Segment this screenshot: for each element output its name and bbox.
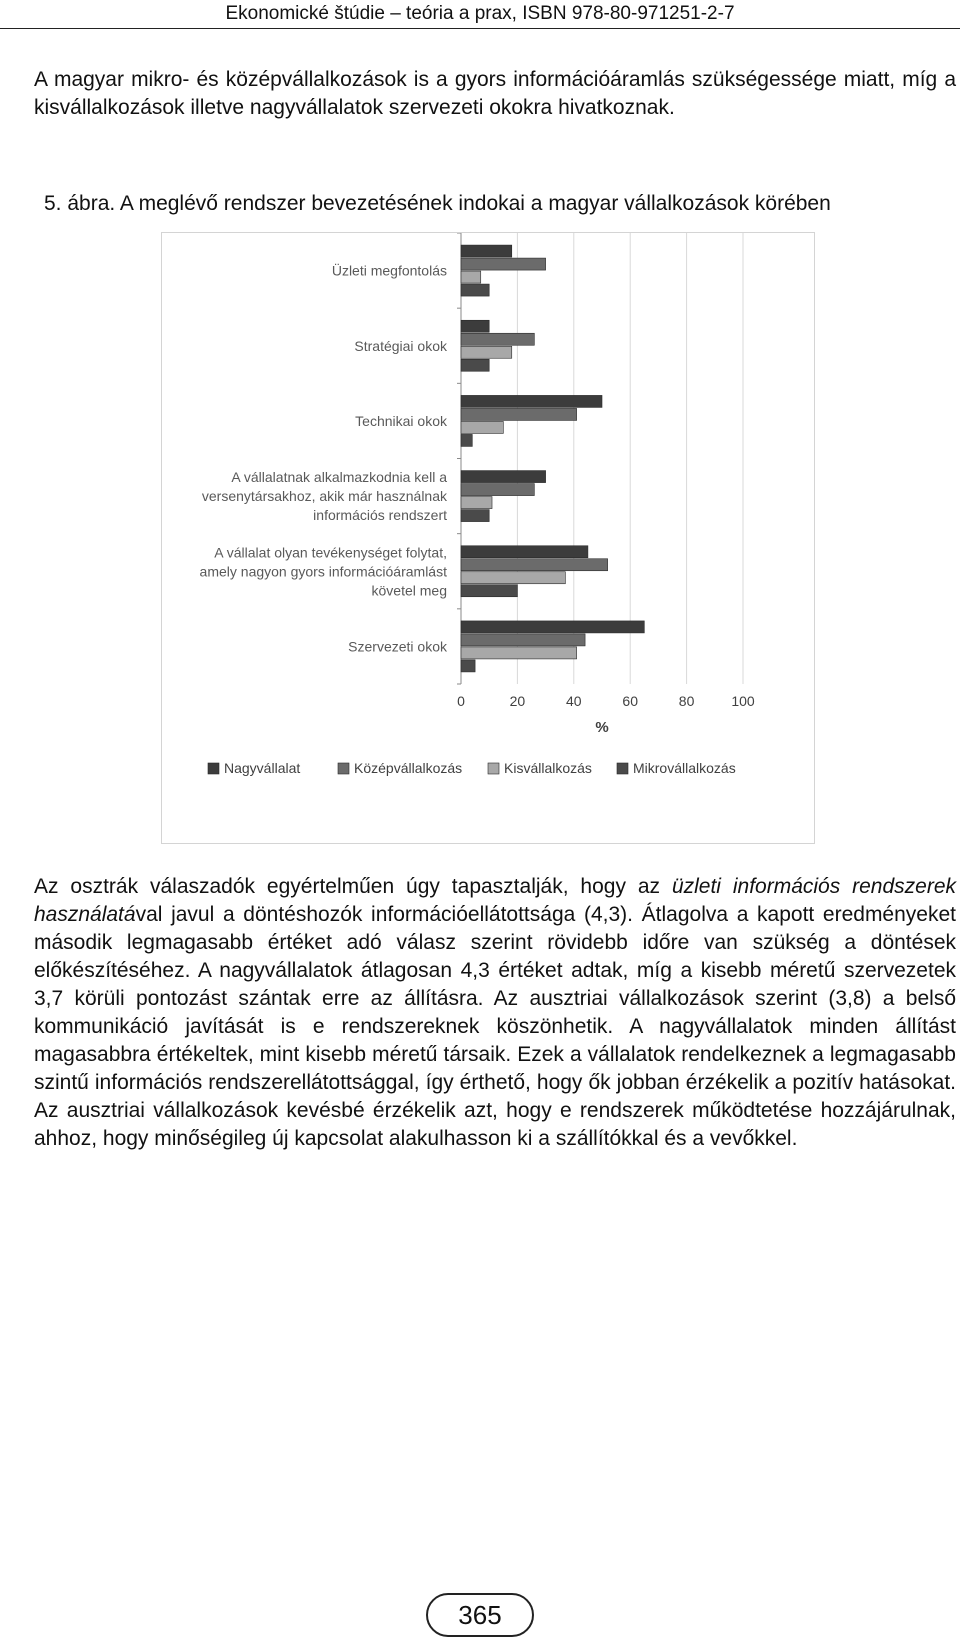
category-label: amely nagyon gyors információáramlást [199,563,447,580]
bar [461,359,489,371]
category-label: információs rendszert [313,507,447,524]
category-label: követel meg [371,582,447,599]
x-tick-label: 100 [731,693,755,709]
category-label: versenytársakhoz, akik már használnak [201,488,447,505]
bar [461,546,588,558]
bar [461,333,534,345]
bar [461,585,517,597]
figure-caption: 5. ábra. A meglévő rendszer bevezetésének indokai a magyar vállalkozások körében [44,192,831,215]
bar [461,484,534,496]
body-text-emphasis: üzleti információs rendszerek használatá [34,875,956,926]
x-tick-label: 0 [457,693,465,709]
category-label: A vállalatnak alkalmazkodnia kell a [231,469,447,486]
legend-label: Nagyvállalat [224,760,301,776]
legend-swatch [338,763,349,774]
bar [461,408,577,420]
bar [461,497,492,509]
bar [461,284,489,296]
x-tick-label: 80 [678,693,695,709]
bar [461,510,489,522]
bar [461,572,565,584]
page-number: 365 [426,1593,534,1637]
category-label: Technikai okok [355,412,447,429]
bar-chart [161,232,815,844]
bar [461,634,585,646]
bar [461,258,546,270]
x-tick-label: 20 [509,693,526,709]
bar [461,647,577,659]
body-paragraph [34,873,956,1153]
bar [461,660,475,672]
category-label: A vállalat olyan tevékenységet folytat, [214,544,447,561]
bar [461,559,608,571]
bar [461,421,503,433]
bar [461,346,512,358]
bar [461,471,546,483]
legend-swatch [617,763,628,774]
header-divider [0,28,960,29]
legend-swatch [208,763,219,774]
bar [461,395,602,407]
category-label: Üzleti megfontolás [331,262,447,279]
category-label: Stratégiai okok [354,337,447,354]
body-text-start: Az osztrák válaszadók egyértelműen úgy tapasztalják, hogy az [34,875,672,898]
legend-swatch [488,763,499,774]
bar [461,621,644,633]
bar [461,434,472,446]
body-text-rest: val javul a döntéshozók információellátottsága (4,3). Átlagolva a kapott eredményeket második legmagasabb értéket adó válasz szerint rövidebb időre van szükség a döntések előkészítéséhez. A nagyvállalatok átlagosan 4,3 értéket adtak, míg a kisebb méretű szervezetek 3,7 körüli pontozást szántak erre az állításra. Az ausztriai vállalkozások szerint (3,8) a belső kommunikáció javítását is e rendszereknek köszönhetik. A nagyvállalatok minden állítást magasabbra értékeltek, mint kisebb méretű társaik. Ezek a vállalatok rendelkeznek a legmagasabb szintű információs rendszerellátottsággal, így érthető, hogy ők jobban érzékelik a pozitív hatásokat. Az ausztriai vállalkozások kevésbé érzékelik azt, hogy e rendszerek működtetése hozzájárulnak, ahhoz, hogy minőségileg új kapcsolat alakulhasson ki a szállítókkal és a vevőkkel. [34,903,956,1150]
chart-canvas [162,233,814,843]
bar [461,320,489,332]
bar [461,271,481,283]
bar [461,245,512,257]
x-tick-label: 40 [566,693,582,709]
legend-label: Kisvállalkozás [504,760,592,776]
legend-label: Mikrovállalkozás [633,760,736,776]
running-header: Ekonomické štúdie – teória a prax, ISBN 978-80-971251-2-7 [225,3,735,24]
legend-label: Középvállalkozás [354,760,463,776]
category-label: Szervezeti okok [348,638,447,655]
x-axis-label: % [595,719,609,736]
intro-paragraph: A magyar mikro- és középvállalkozások is a gyors információáramlás szükségessége miatt, míg a kisvállalkozások illetve nagyvállalatok szervezeti okokra hivatkoznak. [34,68,956,119]
x-tick-label: 60 [622,693,638,709]
